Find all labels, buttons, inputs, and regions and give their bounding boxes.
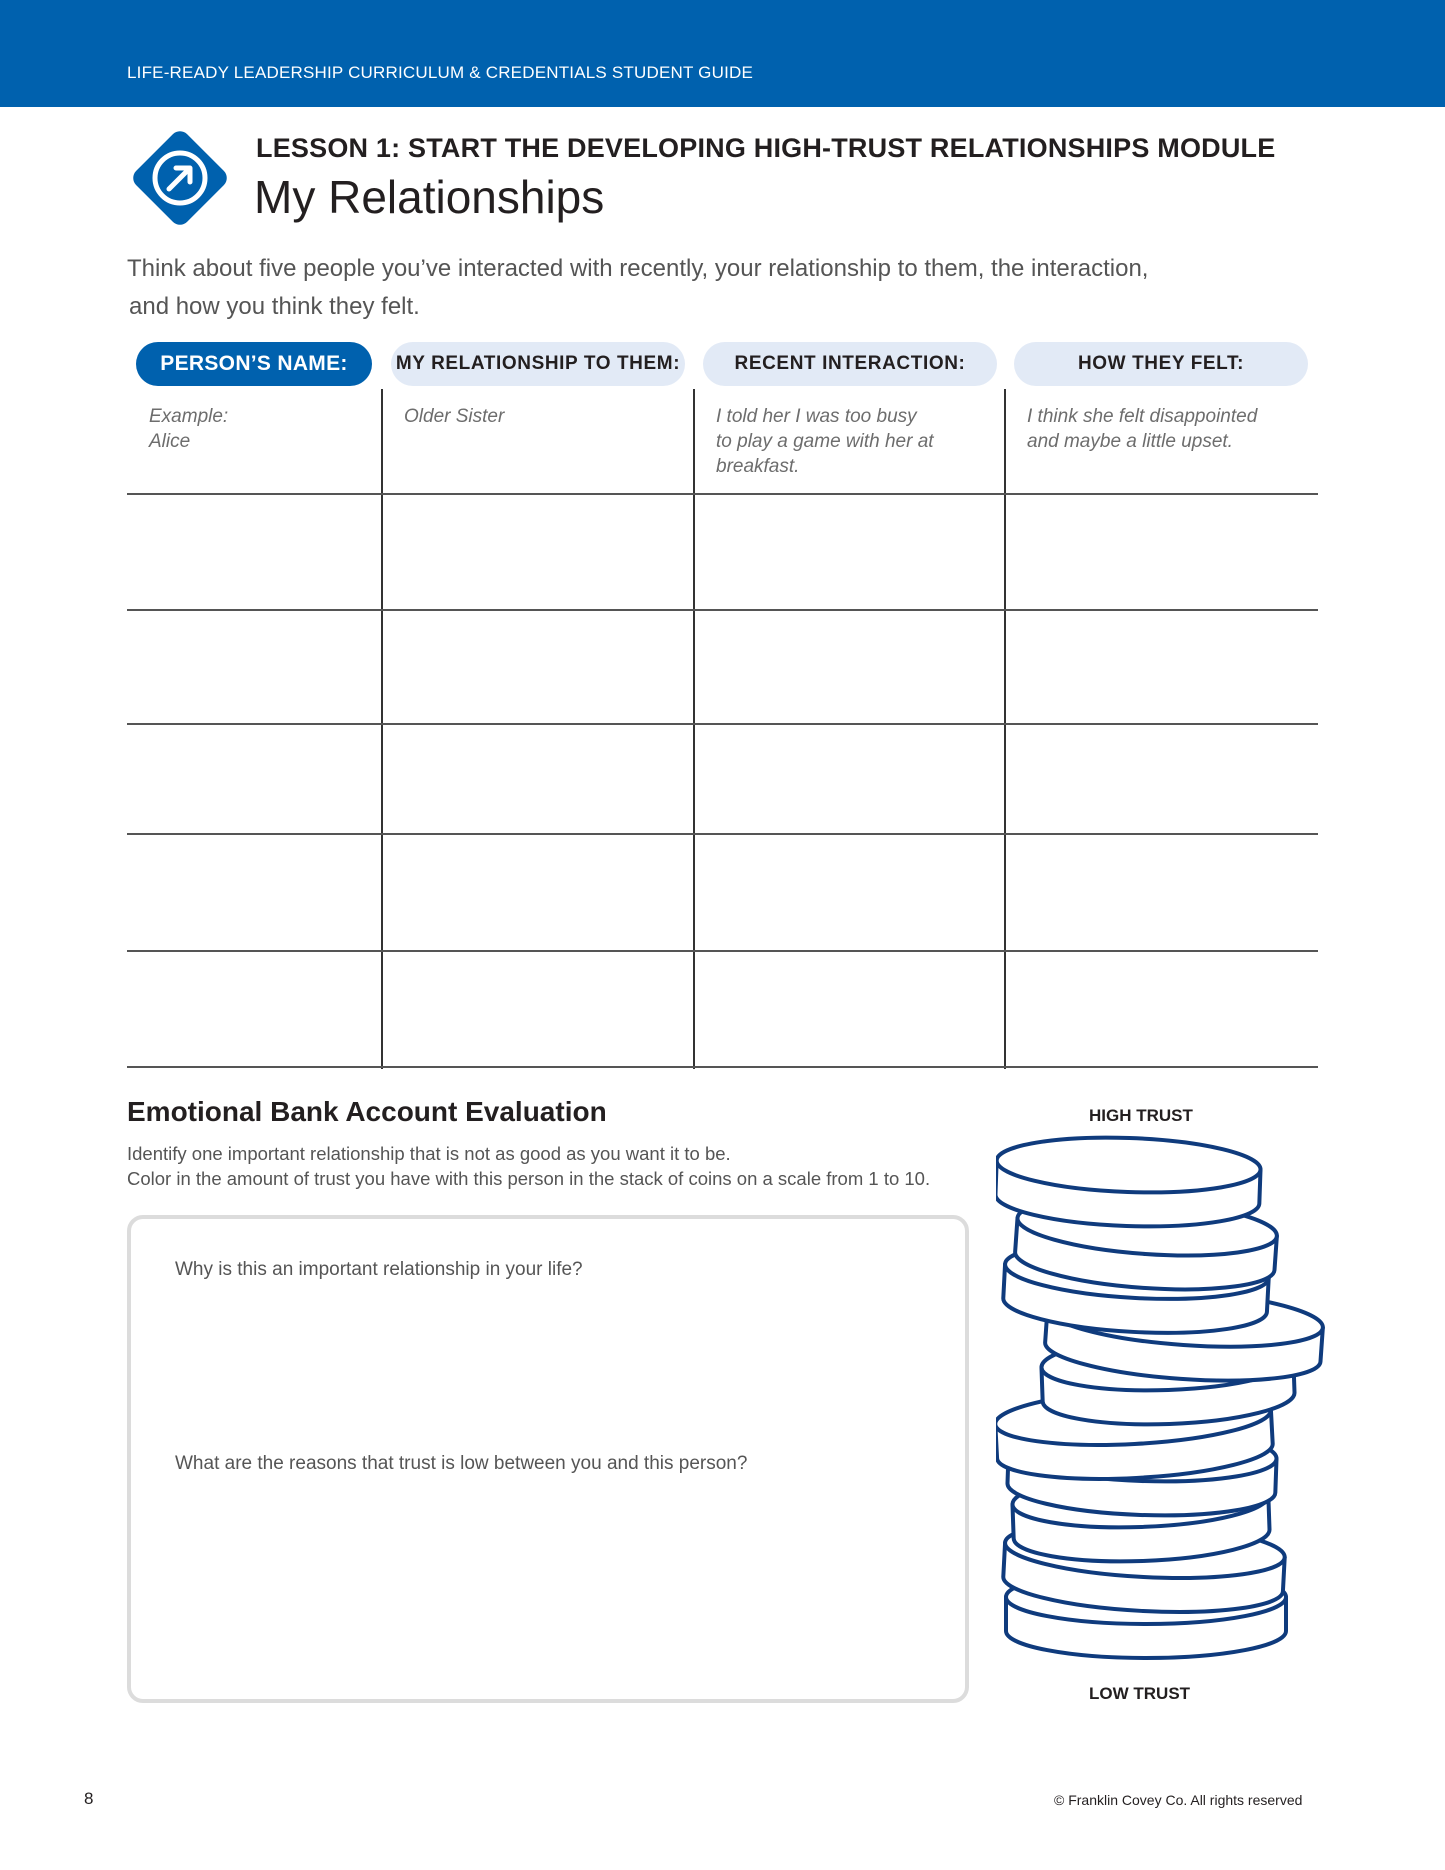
example-felt-line: I think she felt disappointed (1027, 406, 1258, 427)
question-important-relationship: Why is this an important relationship in your life? (175, 1259, 583, 1280)
header-how-they-felt: HOW THEY FELT: (1014, 342, 1308, 386)
question-low-trust-reasons: What are the reasons that trust is low between you and this person? (175, 1453, 748, 1474)
evaluation-desc-line-1: Identify one important relationship that is not as good as you want it to be. (127, 1143, 731, 1164)
column-divider (693, 389, 695, 1069)
evaluation-description (127, 1141, 930, 1191)
evaluation-desc-line-2: Color in the amount of trust you have with this person in the stack of coins on a scale from 1 to 10. (127, 1168, 931, 1189)
example-interaction-line: breakfast. (716, 456, 800, 477)
page-number: 8 (84, 1789, 94, 1808)
example-name-cell (149, 404, 228, 454)
guide-title: LIFE-READY LEADERSHIP CURRICULUM & CREDENTIALS STUDENT GUIDE (127, 63, 754, 82)
low-trust-label: LOW TRUST (1089, 1684, 1191, 1703)
evaluation-title: Emotional Bank Account Evaluation (127, 1096, 607, 1127)
intro-line-2: and how you think they felt. (129, 293, 420, 320)
example-how-felt (1027, 404, 1257, 454)
intro-text (127, 250, 1277, 326)
row-divider (127, 1066, 1318, 1068)
example-name: Alice (149, 431, 191, 452)
example-interaction-line: to play a game with her at (716, 431, 934, 452)
header-recent-interaction: RECENT INTERACTION: (703, 342, 997, 386)
header-persons-name: PERSON’S NAME: (136, 342, 372, 386)
row-divider (127, 493, 1318, 495)
intro-line-1: Think about five people you’ve interacted with recently, your relationship to them, the interaction, (127, 255, 1149, 282)
row-divider (127, 723, 1318, 725)
arrow-circle-icon (126, 124, 234, 232)
top-banner (0, 0, 1445, 107)
row-divider (127, 609, 1318, 611)
coin-10[interactable] (996, 1134, 1261, 1231)
example-label: Example: (149, 406, 229, 427)
high-trust-label: HIGH TRUST (1089, 1106, 1193, 1125)
page-title: My Relationships (254, 171, 605, 223)
column-divider (381, 389, 383, 1069)
example-interaction-line: I told her I was too busy (716, 406, 917, 427)
row-divider (127, 950, 1318, 952)
column-divider (1004, 389, 1006, 1069)
example-felt-line: and maybe a little upset. (1027, 431, 1233, 452)
copyright: © Franklin Covey Co. All rights reserved (1054, 1792, 1303, 1808)
row-divider (127, 833, 1318, 835)
coin-stack[interactable] (996, 1134, 1326, 1674)
header-relationship: MY RELATIONSHIP TO THEM: (391, 342, 685, 386)
example-relationship: Older Sister (404, 406, 505, 427)
example-interaction (716, 404, 934, 479)
lesson-label: LESSON 1: START THE DEVELOPING HIGH-TRUST RELATIONSHIPS MODULE (256, 133, 1276, 163)
